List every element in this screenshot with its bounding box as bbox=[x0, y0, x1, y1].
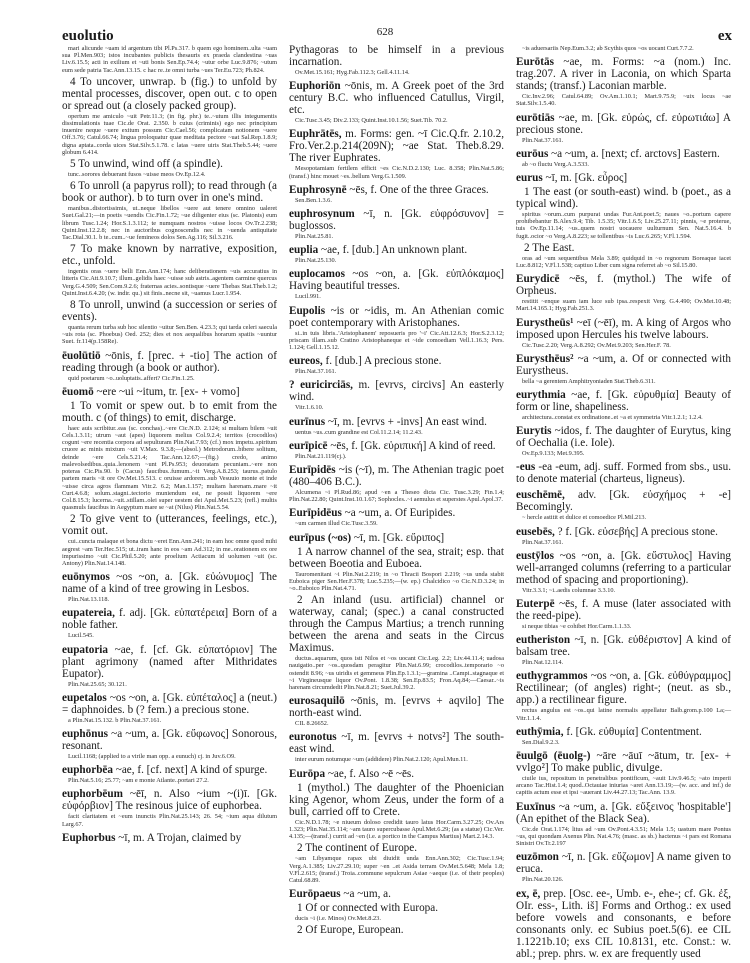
entry-definition: f. adj. [Gk. εὐπατέρεια] Born of a noble father. bbox=[62, 607, 277, 632]
citation-text: Cic.Tusc.3.45; Div.2.133; Quint.Inst.10.1.56; Suet.Tib. 70.2. bbox=[295, 117, 448, 125]
entry-headword: Euxīnus bbox=[516, 800, 556, 813]
entry-definition: ~os ~on, a. [Gk. εὐπλόκαμος] Having beautiful tresses. bbox=[289, 268, 504, 293]
entry-definition: ~eī (~ēī), m. A king of Argos who imposed upon Hercules his twelve labours. bbox=[516, 316, 731, 341]
entry-headword: euphrosynum bbox=[289, 208, 355, 221]
dictionary-entry bbox=[516, 726, 731, 738]
citation-text: architectura..constat ex ordinatione..et ~a et symmetria Vitr.1.2.1; 1.2.4. bbox=[522, 414, 703, 422]
entry-headword: ēuolūtiō bbox=[62, 349, 101, 362]
page-number: 628 bbox=[376, 26, 394, 38]
dictionary-entry bbox=[516, 851, 731, 875]
column-middle bbox=[289, 44, 504, 960]
citation-text: si..in tuis libris..'Aristophanem' reposueris pro '~i' Cic.Att.12.6.3; Hor.S.2.3.12; priscam illam..sub Cratino Aristophaneque et ~ide comoediam Vell.1.16.3; Pers. 1.124; Gell.1.15.12. bbox=[289, 329, 504, 352]
citation-text: Plin.Nat.25.130. bbox=[295, 257, 337, 265]
entry-definition: ~ēs, f. [Gk. εὐριπική] A kind of reed. bbox=[327, 439, 496, 452]
citation-text: ducis ~i (i.e. Minos) Ov.Met.8.23. bbox=[295, 915, 381, 923]
citation-text: Cic.N.D.1.78; ~e niueum doloso credidit tauro latus Hor.Carm.3.27.25; Ov.Ars 1.323; Plin.Nat.35.114; ~am tauro supercubasse Apul.Met.6.29; (as a statue) Cic.Ver. 4.135;—(transf.) currit ad ~en (i.e. a portico in the Campus Martius) Mart.2.14.3. bbox=[289, 818, 504, 841]
entry-definition: ? f. [Gk. εὐσεβής] A precious stone. bbox=[554, 525, 718, 538]
entry-definition: ~ēs, f. (mythol.) The wife of Orpheus. bbox=[516, 273, 731, 298]
entry-definition: ~ere ~ui ~itum, tr. [ex- + vomo] bbox=[93, 385, 240, 398]
continued-definition: Pythagoras to be himself in a previous incarnation. bbox=[289, 44, 504, 68]
dictionary-entry bbox=[289, 532, 504, 544]
citation-text: Plin.Nat.37.161. bbox=[522, 538, 564, 546]
entry-definition: ~ī, n. [Gk. εὐφρόσυνον] = buglossos. bbox=[289, 208, 504, 233]
dictionary-entry bbox=[289, 888, 504, 900]
dictionary-entry bbox=[516, 172, 731, 184]
entry-definition: ~ī, n. [Gk. εὔζωμον] A name given to eruca. bbox=[516, 851, 731, 876]
entry-definition: ~a ~um, a. [Gk. εὔφωνος] Sonorous, resonant. bbox=[62, 727, 277, 752]
entry-headword: eurosaquilō bbox=[289, 695, 345, 708]
sense-definition: 4 To uncover, unwrap. b (fig.) to unfold by mental processes, discover, open out. c to open or spread out (a closely packed group). bbox=[62, 75, 277, 112]
entry-headword: euplia bbox=[289, 244, 319, 257]
citation-text: manibus..distortissimis, ut..neque libellos ~uere aut tenere omnino ualeret Suet.Gal.21;—in poetis ~uendis Cic.Fin.1.72; ~ue diligenter eius (sc. Platonis) eum librum Tusc.1.24; Hor.S.1.3.112; te numquam nostros ~uisse locos Ov.Tr.2.238; Quint.Inst.12.2.8; nec in auctoribus cognoscendis nec in ~uenda antiquitate Tac.Dial.30.1. b te..cum..~ue femineos dolos Sen.Ag.116; Sil.3.216. bbox=[62, 205, 277, 242]
dictionary-entry bbox=[289, 208, 504, 232]
entry-headword: eupatoria bbox=[62, 643, 108, 656]
entry-definition: ~ae, f. [cf. next] A kind of spurge. bbox=[112, 764, 268, 777]
citation-text: Vitr.3.3.1; ~i..aedis columnae 3.3.10. bbox=[522, 586, 616, 594]
dictionary-entry bbox=[516, 670, 731, 706]
sense-definition: 2 The East. bbox=[524, 241, 575, 254]
entry-definition: ~ae, m. [Gk. εὐρώς, cf. εὐρωτιάω] A precious stone. bbox=[516, 111, 731, 136]
sense-definition: 2 Of Europe, European. bbox=[297, 924, 404, 937]
citation-text: Ov.Met.15.161; Hyg.Fab.112.3; Gell.4.11.14. bbox=[295, 69, 410, 76]
dictionary-entry bbox=[516, 598, 731, 622]
entry-headword: Eurōpa bbox=[289, 767, 326, 780]
entry-headword: eusebēs, bbox=[516, 525, 555, 538]
sense-definition: 1 A narrow channel of the sea, strait; esp. that between Boeotia and Euboea. bbox=[289, 545, 504, 570]
entry-definition: m. [evrvs, circivs] An easterly wind. bbox=[289, 379, 504, 404]
dictionary-entry bbox=[289, 244, 504, 256]
dictionary-entry bbox=[62, 571, 277, 595]
entry-definition: ~os ~on, a. [Gk. εὐώνυμος] The name of a kind of tree growing in Lesbos. bbox=[62, 571, 277, 596]
sense-definition: 1 Of or connected with Europa. bbox=[297, 902, 439, 915]
citation-text: ~am Libyamque rapax ubi diuidit unda Enn.Ann.302; Cic.Tusc.1.94; Verg.A.1.385; Liv.27.29.10; super ~en ..et Asida terram Ov.Met.5.648; Mela 1.8; V.Fl.2.615; (transf.) Troia..commune sepulcrum Asiae ~aeque (i.e. of their peoples) Catul.68.89. bbox=[289, 855, 504, 884]
column-left bbox=[62, 44, 277, 960]
citation-text: ~um carmen illud Cic.Tusc.3.59. bbox=[295, 520, 378, 528]
entry-definition: ~os ~on, a. [Gk. εὐπέταλος] a (neut.) = daphnoides. b (? fem.) a precious stone. bbox=[62, 691, 277, 716]
entry-definition: ~ōnis, m. [evrvs + aqvilo] The north-east wind. bbox=[289, 695, 504, 720]
citation-text: Lucil.545. bbox=[68, 632, 94, 640]
page-header bbox=[62, 22, 732, 46]
citation-text: ductus..aquarum, quos isti Nilos et ~os uocant Cic.Leg. 2.2; Liv.44.11.4; uadosa nauigatio..per ~os..quosdam peragitur Plin.Nat.6.99; crocodilos..temporario ~o ostendit 8.96; ~us uiridis et gemmeus Plin.Ep.1.3.1;—gramina ..Campi..stagnaque et ~i Virgineusque liquor Ov.Pont. 1.8.38; Sen.Ep.83.5; Fron.Aq.84;—Caesar..~is harenam circumdedit Plin.Nat.8.21; Suet.Jul.39.2. bbox=[289, 655, 504, 692]
dictionary-entry bbox=[289, 305, 504, 329]
entry-definition: ~ae, f. [dub.] An unknown plant. bbox=[318, 244, 468, 257]
entry-headword: euphorbēum bbox=[62, 788, 123, 801]
entry-definition: ~ī, m. [evrvs + -invs] An east wind. bbox=[325, 415, 487, 428]
dictionary-entry bbox=[516, 750, 731, 774]
citation-text: Alcumena ~i Pl.Rud.86; apud ~en a Theseo dicta Cic. Tusc.3.29; Fin.1.4; Plin.Nat.22.80; Quint.Inst.10.1.67; Sophocles..~i aemulus et superstes Apul.Apol.37. bbox=[289, 489, 504, 504]
dictionary-entry bbox=[516, 56, 731, 92]
entry-headword: Eurōtās bbox=[516, 56, 554, 69]
dictionary-entry bbox=[62, 788, 277, 812]
entry-definition: ~ōnis, m. A Greek poet of the 3rd century B.C. who influenced Catullus, Virgil, etc. bbox=[289, 80, 504, 117]
dictionary-entry bbox=[289, 507, 504, 519]
dictionary-entry bbox=[62, 644, 277, 680]
dictionary-entry bbox=[516, 273, 731, 297]
entry-definition: ~is or ~idis, m. An Athenian comic poet contemporary with Aristophanes. bbox=[289, 304, 504, 329]
dictionary-entry bbox=[289, 80, 504, 116]
entry-definition: ~āre ~āuī ~ātum, tr. [ex- + vvlgo²] To make public, divulge. bbox=[516, 750, 731, 775]
citation-text: tunc..sorores debuerant fusos ~uisse meos Ov.Ep.12.4. bbox=[68, 171, 206, 179]
dictionary-entry bbox=[62, 386, 277, 398]
citation-text: Mesopotamiam fertilem efficit ~es Cic.N.D.2.130; Luc. 8.358; Plin.Nat.5.86; (transf.) hinc mouet ~es..bellum Verg.G.1.509. bbox=[289, 165, 504, 180]
dictionary-entry bbox=[289, 128, 504, 164]
citation-text: oras ad ~um sequentibus Mela 3.89; quidquid in ~o regnorum Boreaque iacet Luc.8.812; V.Fl.1.538; captiuo Liber cum signa referret ab ~o Sil.15.80. bbox=[516, 254, 731, 270]
citation-text: quid poetarum ~o..uoluptatis..affert? Cic.Fin.1.25. bbox=[68, 374, 195, 382]
entry-headword: eurīpus (~os) bbox=[289, 531, 352, 544]
citation-text: rectus angulus est ~os..qui latine normalis appellatur Balb.grom.p.100 La;—Vitr.1.1.4. bbox=[516, 707, 731, 722]
entry-headword: Eurystheūs¹ bbox=[516, 316, 574, 329]
entry-definition: -ea -eum, adj. suff. Formed from sbs., usu. to denote material (charteus, ligneus). bbox=[516, 461, 731, 486]
entry-headword: Eurysthēus² bbox=[516, 352, 574, 365]
column-right bbox=[516, 44, 731, 960]
dictionary-entry bbox=[62, 350, 277, 374]
sense-definition: 2 An inland (usu. artificial) channel or waterway, canal; (spec.) a canal constructed through the Campus Martius; a trench running between the arena and seats in the Circus Maximus. bbox=[289, 594, 504, 655]
citation-text: si neque tibias ~e cohibet Hor.Carm.1.1.33. bbox=[522, 623, 632, 631]
dictionary-entry bbox=[289, 416, 504, 428]
citation-text: inter eurum notumque ~um (addidere) Plin.Nat.2.120; Apul.Mun.11. bbox=[295, 756, 468, 764]
entry-headword: Eurōpaeus bbox=[289, 888, 341, 901]
citation-text: Vitr.1.6.10. bbox=[295, 404, 324, 412]
entry-headword: Eurīpidēus bbox=[289, 507, 342, 520]
entry-definition: ~ae, f. Also ~ē ~ēs. bbox=[325, 767, 415, 780]
dictionary-entry bbox=[516, 389, 731, 413]
entry-headword: euthȳmia, bbox=[516, 725, 564, 738]
citation-text: ab ~o fluctu Verg.A.3.533. bbox=[522, 160, 590, 168]
citation-text: Lucil.1168; (applied to a virile man opp. a eunuch) cj. in Juv.6.O9. bbox=[68, 752, 236, 760]
left-running-headword: euolutio bbox=[62, 28, 114, 44]
entry-headword: eurus bbox=[516, 172, 543, 185]
dictionary-entry bbox=[516, 888, 731, 960]
citation-text: Lucil.991. bbox=[295, 293, 321, 301]
entry-definition: ~idos, f. The daughter of Eurytus, king of Oechalia (i.e. Iole). bbox=[516, 425, 731, 450]
citation-text: ~ hercle astitit et dulice et comoedice Pl.Mil.213. bbox=[522, 514, 647, 522]
dictionary-entry bbox=[289, 355, 504, 367]
citation-text: Plin.Nat.25.81. bbox=[295, 233, 334, 241]
dictionary-entry bbox=[289, 268, 504, 292]
citation-text: Tauromenitani ~i Plin.Nat.2.219; in ~o Thracii Bospori 2.219; ~us unda stabit Euboica piger Sen.Her.F.378; Luc.5.235;—(w. ep.) Chalcidico ~o Cic.N.D.3.24; in ~o..Euboico Plin.Nat.4.71. bbox=[289, 570, 504, 593]
sense-definition: 5 To unwind, wind off (a spindle). bbox=[70, 158, 223, 171]
entry-definition: ~ī, m. [Gk. εὔριπος] bbox=[351, 531, 445, 544]
entry-definition: ~a ~um, a. Of or connected with Eurystheus. bbox=[516, 352, 731, 377]
entry-definition: f. [Gk. εὐθυμία] Contentment. bbox=[563, 725, 702, 738]
citation-text: a Plin.Nat.15.132. b Plin.Nat.37.161. bbox=[68, 716, 162, 724]
entry-headword: euronotus bbox=[289, 731, 337, 744]
entry-definition: ~a ~um, a. bbox=[340, 888, 391, 901]
sense-definition: 1 (mythol.) The daughter of the Phoenician king Agenor, whom Zeus, under the form of a bull, carried off to Crete. bbox=[289, 781, 504, 818]
citation-text: ingentis oras ~uere belli Enn.Ann.174; hanc deliberationem ~uis accuratius in litteris Cic.Att.9.10.7; illum..gelidis haec ~uisse sub astris..agentem carmine quercus Verg.G.4.509; Sen.Com.9.2.6; fraternas acies..sontisque ~uere Thebas Stat.Theb.1.2; Quint.Inst.6.4.20; (w. indir. qu.) sit finis..necne sit, ~uamus Lucr.1.954. bbox=[62, 268, 277, 297]
citation-text: haec auis scribitur..eas (sc. conchas)..~ere Cic.N.D. 2.124; si multam bilem ~uit Cels.1.3.11; utrum ~aut (apes) liquorem melius Col.9.2.4; territos (crocodilos) cogunt ~ere recentia corpora ad sepulturam Plin.Nat.7.93; (cf.) mox impetu..spiritum cruore ac minis mixtum ~uit V.Max. 9.3.8;—(absol.) Metrodorum..bibere solitum, deinde ~ere Cels.5.21.4; Tac.Ann.12.67;—(fig.) credo, animo malevolsedibus..quia..lenonem ~unt Pl.Ps.953; deuoratam pecuniam..~ere non poteras Cic.Pis.90. b (Cacus) faucibus..fumum..~it Verg.A.8.253; taurus..patulo partem maris ~it ore Ov.Met.15.513. c oruisse ardorem..sub Vesuuio monte et inde ~uisse circa agros flammam Vitr.2. 6.2; Man.1.157; multam harenam..mare ~it Curt.4.6.8; solum..stagni..tectorio muniendum est, ne possit liquorem ~ere Col.8.15.3; lucerna..~uit..stillam..olei super uestem dei Apul.Met.5.23; (refl.) multis quasmuls faucibus in Aegyptum mare se ~at (Nilus) Plin.Nat.5.54. bbox=[62, 424, 277, 512]
entry-headword: eureos, bbox=[289, 355, 323, 368]
dictionary-entry bbox=[289, 768, 504, 780]
dictionary-entry bbox=[289, 464, 504, 488]
entry-definition: ~a ~um, a. [Gk. εὔξεινος 'hospitable'] (An epithet of the Black Sea). bbox=[516, 800, 731, 825]
citation-text: Plin.Nat.37.161. bbox=[295, 368, 337, 376]
entry-definition: ~ēs, f. A muse (later associated with the reed-pipe). bbox=[516, 598, 731, 623]
citation-text: restitit ~enque suam iam luce sub ipsa..respexit Verg. G.4.490; Ov.Met.10.48; Mart.14.165.1; Hyg.Fab.251.3. bbox=[516, 298, 731, 313]
citation-text: opertum me amiculo ~uit Petr.11.3; (in fig. phr.) te..~utum illis integumentis dissimulationis tuae Cic.de Orat. 2.350. b cuius (criminis) ego nec principium inuenire neque ~uere exitum possum Cic.Cael.56; complicatam notionem ~uere Off.3.76; Catul.66.74; lingua proloquatur quae meditata pectore ~uat Sal.Rep.1.8.9; digna aptata..corda uices Stat.Silv.5.1.78. c latas ~uere uiris Stat.Theb.5.44; ~uere globum 6.414. bbox=[62, 112, 277, 156]
citation-text: uentus ~us..cum grandine est Col.11.2.14; 11.2.43. bbox=[295, 428, 423, 436]
entry-headword: eustȳlos bbox=[516, 549, 554, 562]
entry-headword: euphōnus bbox=[62, 727, 109, 740]
entry-headword: Euphrātēs, bbox=[289, 128, 342, 141]
dictionary-columns bbox=[62, 44, 732, 960]
citation-text: quanta rerum turba sub hoc silentio ~uitur Sen.Ben. 4.23.3; qui tarda celeri saecula ~uis rota (sc. Phoebus) Oed. 252; dies et nox aequalibus horarum spatiis ~uuntur Suet. fr.114(p.158Re). bbox=[62, 324, 277, 346]
entry-headword: ēuulgō (ēuolg-) bbox=[516, 750, 591, 763]
entry-definition: ~ī, n. [Gk. εὐθέριστον] A kind of balsam tree. bbox=[516, 634, 731, 659]
dictionary-entry bbox=[516, 634, 731, 658]
citation-text: Plin.Nat.21.119(cj.). bbox=[295, 452, 347, 460]
citation-text: Cic.de Orat.1.174; litus ad ~um Ov.Pont.4.3.51; Mela 1.5; uastum mare Pontus ~us, qui quondam Axenus Plin. Nat.4.76; (masc. as sb.) hactenus ~i pars est Romana Sinistri Ov.Tr.2.197 bbox=[516, 825, 731, 848]
dictionary-entry bbox=[516, 317, 731, 341]
sense-definition: 2 The continent of Europe. bbox=[297, 842, 418, 855]
entry-headword: eurīpicē bbox=[289, 439, 328, 452]
entry-definition: ~a ~um, a. Of Euripides. bbox=[341, 507, 456, 520]
dictionary-entry bbox=[516, 550, 731, 586]
entry-headword: eurythmia bbox=[516, 389, 566, 402]
entry-definition: prep. [Osc. ee-, Umb. e-, ehe-; cf. Gk. ἐξ, OIr. ess-, Lith. iš] Forms and Orthog.: ex used before vowels and consonants, e before consonants only. ec Subius poet.5(6). ee CIL 1.1221b.10; exs CIL 10.8131, etc. Const.: w. abl.; prep. phrs. w. ex are frequently used bbox=[516, 887, 731, 960]
citation-text: Ov.Ep.9.133; Met.9.395. bbox=[522, 450, 585, 458]
entry-headword: Eupolis bbox=[289, 304, 326, 317]
dictionary-entry bbox=[516, 526, 731, 538]
citation-text: spiritus ~orum..cum purpurat undas Fur.Ant.poet.5; naues ~o..portum capere prohibebantur B.Alex.9.4; Tib. 1.5.35; Vitr.1.6.5; Liv.25.27.11; pinnis, ~e proterue, tuis Ov.Ep.11.14; ~us..quem nostri uocauere uulturnum Sen. Nat.5.16.4. b fugit..ocior ~o Verg.A.8.223; se tollentibus ~is Luc.6.265; V.Fl.1.594. bbox=[516, 211, 731, 240]
dictionary-entry bbox=[62, 832, 277, 844]
citation-text: mari alicunde ~uam id argentum tibi Pl.Ps.317. b quem ego hominem..ulta ~uam sua Pl.Men.903; istos incubantes publicis thesauris ex praeda clandestina ~uas Liv.6.15.5; acti in exilium et ~uti bonis Sen.Ep.74.4; ~utur orbe Luc.9.876; ~utum eum sede patria Tac.Ann.13.15. c hac re..te omni turba ~ues Ter.Eu.723; Ph.824. bbox=[62, 45, 277, 74]
sense-definition: 7 To make known by narrative, exposition, etc., unfold. bbox=[62, 243, 277, 268]
citation-text: facit claritatem et ~eum inunctis Plin.Nat.25.143; 26. 54; ~ium aqua dilutum Larg.67. bbox=[62, 813, 277, 828]
entry-definition: ~os ~on, a. [Gk. εὔστυλος] Having well-arranged columns (referring to a particular method of spacing and proportioning). bbox=[516, 549, 731, 586]
dictionary-entry bbox=[516, 425, 731, 449]
entry-definition: adv. [Gk. εὐσχήμος + -e] Becomingly. bbox=[516, 489, 731, 514]
entry-headword: eurōus bbox=[516, 147, 549, 160]
dictionary-entry bbox=[516, 461, 731, 485]
entry-definition: ~a ~um, a. [next; cf. arctovs] Eastern. bbox=[548, 147, 720, 160]
entry-definition: m. Forms: gen. ~ī Cic.Q.fr. 2.10.2, Fro.Ver.2.p.214(209N); ~ae Stat. Theb.8.29. The river Euphrates. bbox=[289, 128, 504, 165]
entry-headword: -eus bbox=[516, 461, 536, 474]
sense-definition: 6 To unroll (a papyrus roll); to read through (a book or author). b to turn over in one's mind. bbox=[62, 180, 277, 205]
dictionary-entry bbox=[62, 607, 277, 631]
dictionary-entry bbox=[62, 728, 277, 752]
citation-text: Plin.Nat.25.65; 30.121. bbox=[68, 680, 127, 688]
entry-headword: ex, ē, bbox=[516, 887, 541, 900]
entry-headword: Euphoriōn bbox=[289, 80, 341, 93]
entry-definition: ~ēs, f. One of the three Graces. bbox=[346, 183, 489, 196]
entry-headword: eutheriston bbox=[516, 634, 571, 647]
citation-text: Cic.Tusc.2.20; Verg.A.8.292; Ov.Met.9.203; Sen.Her.F. 78. bbox=[522, 341, 671, 349]
citation-text: ~is aduersariis Nep.Eum.3.2; ab Scythis quos ~os uocant Curt.7.7.2. bbox=[522, 45, 694, 52]
dictionary-entry bbox=[516, 148, 731, 160]
entry-headword: euōnymos bbox=[62, 571, 110, 584]
entry-definition: ~is (~ī), m. The Athenian tragic poet (480–406 B.C.). bbox=[289, 464, 504, 489]
sense-definition: 1 The east (or south-east) wind. b (poet., as a typical wind). bbox=[516, 186, 731, 211]
entry-headword: ēuomō bbox=[62, 385, 94, 398]
citation-text: Plin.Nat.37.161. bbox=[522, 136, 564, 144]
dictionary-entry bbox=[516, 353, 731, 377]
dictionary-entry bbox=[62, 764, 277, 776]
dictionary-entry bbox=[289, 184, 504, 196]
entry-headword: eurōtiās bbox=[516, 111, 555, 124]
entry-headword: ? euricirciās, bbox=[289, 379, 353, 392]
citation-text: bella ~a gerentem Amphitryoniaden Stat.Theb.6.311. bbox=[522, 377, 656, 385]
entry-definition: ~ae, f. [Gk. εὐρυθμία] Beauty of form or line, shapeliness. bbox=[516, 389, 731, 414]
dictionary-entry bbox=[516, 112, 731, 136]
entry-headword: Eurydicē bbox=[516, 273, 560, 286]
entry-headword: eupatereia, bbox=[62, 607, 115, 620]
entry-headword: Euterpē bbox=[516, 598, 555, 611]
right-running-headword: ex bbox=[717, 28, 732, 44]
entry-definition: ~ae, m. Forms: ~a (nom.) Inc. trag.207. A river in Laconia, on which Sparta stands; (transf.) Laconian marble. bbox=[516, 56, 731, 93]
citation-text: Plin.Nat.5.16; 25.77; ~am e monte Atlante..portari 27.2. bbox=[68, 777, 209, 785]
dictionary-entry bbox=[516, 489, 731, 513]
entry-definition: ~ī, m. [Gk. εὖρος] bbox=[542, 172, 628, 185]
sense-definition: 8 To unroll, unwind (a succession or series of events). bbox=[62, 299, 277, 324]
entry-headword: Eurytis bbox=[516, 425, 552, 438]
citation-text: cui..cuncta malaque et bona dictu ~eret Enn.Ann.241; in eam hoc omne quod mihi aegrest ~am Ter.Hec.515; ut..iram hanc in eos ~am Ad.312; in me..orationem ex ore impurissimo ~uit Cic.Phil.5.20; ante proelium Actiacum id uolumen ~uit (sc. Antony) Plin.Nat.14.148. bbox=[62, 538, 277, 567]
entry-headword: eupetalos bbox=[62, 691, 107, 704]
entry-definition: ~ēī, n. Also ~ium ~(i)ī. [Gk. εὐφόρβιον] The resinous juice of euphorbea. bbox=[62, 788, 277, 813]
entry-headword: euplocamos bbox=[289, 268, 345, 281]
entry-headword: Euphrosynē bbox=[289, 183, 347, 196]
dictionary-entry bbox=[516, 801, 731, 825]
entry-definition: ~os ~on, a. [Gk. εὐθύγραμμος] Rectilinear; (of angles) right-; (neut. as sb., app.) a rectilinear figure. bbox=[516, 670, 731, 707]
citation-text: Cic.Inv.2.96; Catul.64.89; Ov.Am.1.10.1; Mart.9.75.9; ~uix locus ~ae Stat.Silv.1.5.40. bbox=[516, 93, 731, 108]
entry-definition: ~ī, m. [evrvs + notvs²] The south-east wind. bbox=[289, 731, 504, 756]
entry-headword: Euphorbus bbox=[62, 831, 116, 844]
citation-text: Plin.Nat.13.118. bbox=[68, 596, 110, 604]
entry-definition: ~ōnis, f. [prec. + -tio] The action of reading through (a book or author). bbox=[62, 349, 277, 374]
citation-text: Plin.Nat.12.114. bbox=[522, 659, 564, 667]
entry-headword: euphorbēa bbox=[62, 764, 113, 777]
entry-headword: Eurīpidēs bbox=[289, 464, 336, 477]
entry-headword: eurīnus bbox=[289, 415, 326, 428]
dictionary-entry bbox=[289, 731, 504, 755]
sense-definition: 2 To give vent to (utterances, feelings, etc.), vomit out. bbox=[62, 513, 277, 538]
entry-definition: f. [dub.] A precious stone. bbox=[322, 355, 442, 368]
citation-text: Plin.Nat.20.126. bbox=[522, 876, 564, 884]
entry-headword: euzōmon bbox=[516, 851, 559, 864]
citation-text: CIL 8.26652. bbox=[295, 720, 329, 728]
entry-headword: euschēmē, bbox=[516, 489, 565, 502]
citation-text: Sen.Dial.9.2.3. bbox=[522, 738, 560, 746]
entry-definition: ~ae, f. [cf. Gk. εὐπατόριον] The plant agrimony (named after Mithridates Eupator). bbox=[62, 643, 277, 680]
dictionary-entry bbox=[62, 692, 277, 716]
entry-headword: euthygrammos bbox=[516, 670, 588, 683]
dictionary-entry bbox=[289, 440, 504, 452]
citation-text: Sen.Ben.1.3.6. bbox=[295, 196, 332, 204]
dictionary-entry bbox=[289, 695, 504, 719]
entry-definition: ~ī, m. A Trojan, claimed by bbox=[115, 831, 242, 844]
dictionary-entry bbox=[289, 379, 504, 403]
citation-text: ciuile ius, repositum in penetralibus pontificum, ~auit Liv.9.46.5; ~ato imperii arcano Tac.Hist.1.4; quod..Octauiae iniurias ~aret Ann.13.19;—(w. acc. and inf.) de capitis actum esse et ipsi ~auerant Liv.44.27.13; Tac.Ann. 13.9. bbox=[516, 775, 731, 797]
sense-definition: 1 To vomit or spew out. b to emit from the mouth. c (of things) to emit, discharge. bbox=[62, 399, 277, 424]
